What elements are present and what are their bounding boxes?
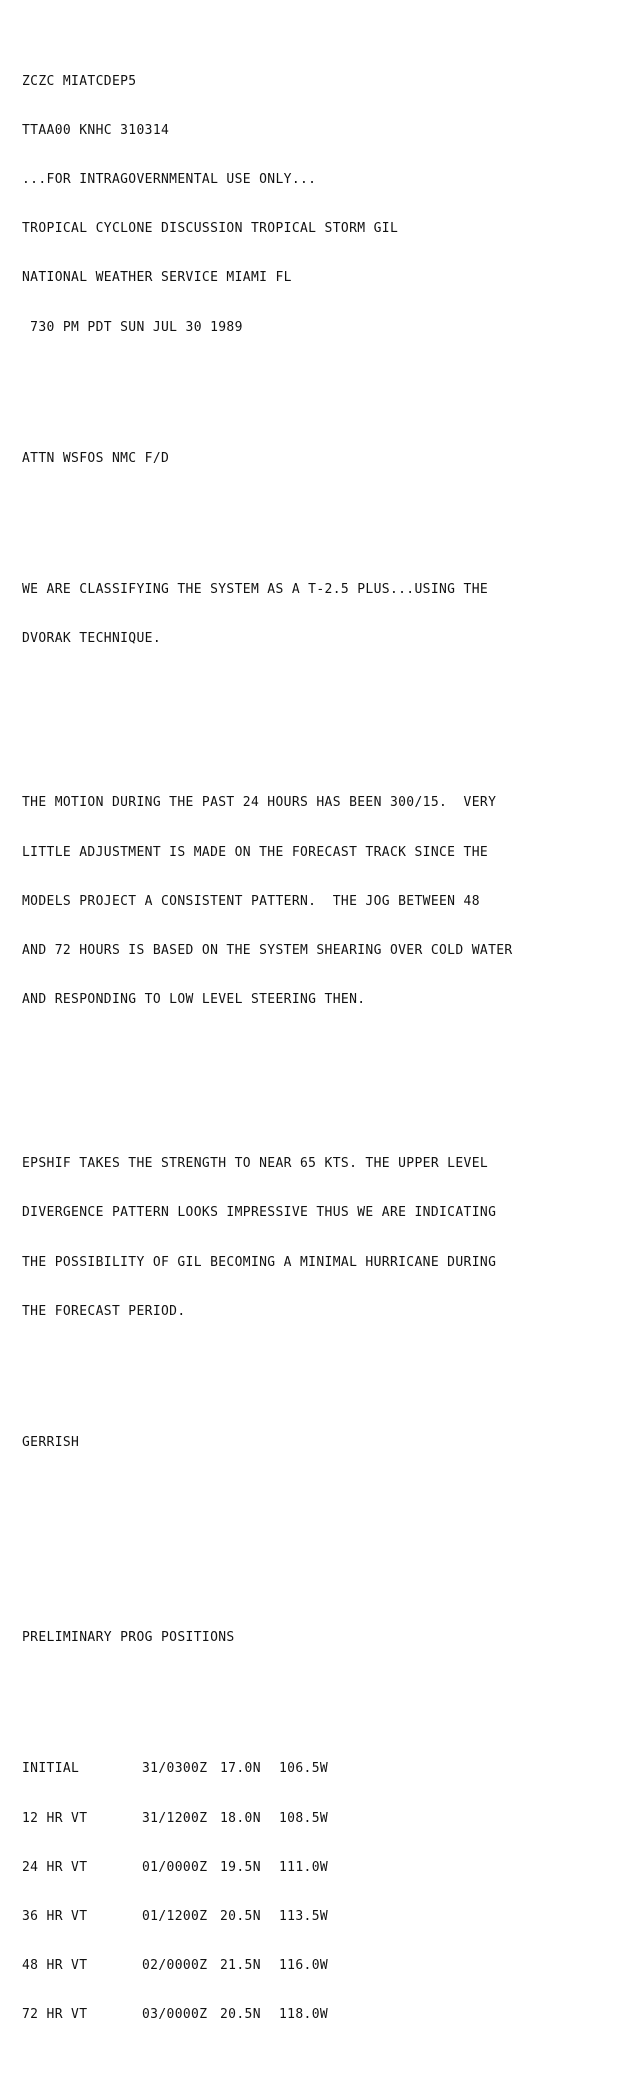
paragraph-strength	[22, 1123, 628, 1353]
paragraph-line: WE ARE CLASSIFYING THE SYSTEM AS A T-2.5 PLUS...USING THE	[22, 582, 489, 598]
table-row	[22, 2007, 628, 2023]
longitude-cell: 111.0W	[279, 1859, 329, 1875]
spacer	[22, 1581, 628, 1597]
table-row	[22, 1909, 628, 1925]
valid-time-cell: 03/0000Z	[142, 2007, 208, 2023]
spacer	[22, 1074, 628, 1090]
longitude-cell: 118.0W	[279, 2007, 329, 2023]
paragraph-line: THE MOTION DURING THE PAST 24 HOURS HAS BEEN 300/15. VERY	[22, 795, 497, 811]
spacer	[22, 500, 628, 516]
paragraph-motion	[22, 763, 628, 1042]
spacer	[22, 713, 628, 729]
forecast-hour-cell: 36 HR VT	[22, 1909, 88, 1925]
paragraph-line: EPSHIF TAKES THE STRENGTH TO NEAR 65 KTS. THE UPPER LEVEL	[22, 1156, 489, 1172]
valid-time-cell: 01/0000Z	[142, 1859, 208, 1875]
positions-title: PRELIMINARY PROG POSITIONS	[22, 1630, 235, 1646]
bulletin-header	[22, 41, 628, 369]
positions-table	[22, 1729, 628, 2057]
longitude-cell: 116.0W	[279, 1958, 329, 1974]
latitude-cell: 21.5N	[220, 1958, 261, 1974]
latitude-cell: 18.0N	[220, 1810, 261, 1826]
longitude-cell: 106.5W	[279, 1761, 329, 1777]
valid-time-cell: 31/0300Z	[142, 1761, 208, 1777]
latitude-cell: 20.5N	[220, 1909, 261, 1925]
paragraph-line: AND 72 HOURS IS BASED ON THE SYSTEM SHEARING OVER COLD WATER	[22, 942, 513, 958]
paragraph-line: DVORAK TECHNIQUE.	[22, 631, 162, 647]
paragraph-line: THE POSSIBILITY OF GIL BECOMING A MINIMAL HURRICANE DURING	[22, 1254, 497, 1270]
paragraph-line: AND RESPONDING TO LOW LEVEL STEERING THEN.	[22, 992, 366, 1008]
forecast-hour-cell: 24 HR VT	[22, 1859, 88, 1875]
latitude-cell: 17.0N	[220, 1761, 261, 1777]
table-row	[22, 1958, 628, 1974]
table-row	[22, 1860, 628, 1876]
longitude-cell: 108.5W	[279, 1810, 329, 1826]
paragraph-line: DIVERGENCE PATTERN LOOKS IMPRESSIVE THUS WE ARE INDICATING	[22, 1205, 497, 1221]
valid-time-cell: 02/0000Z	[142, 1958, 208, 1974]
spacer	[22, 1679, 628, 1695]
spacer	[22, 1484, 628, 1548]
paragraph-line: THE FORECAST PERIOD.	[22, 1303, 186, 1319]
valid-time-cell: 31/1200Z	[142, 1810, 208, 1826]
header-line: ...FOR INTRAGOVERNMENTAL USE ONLY...	[22, 172, 317, 188]
forecast-hour-cell: 72 HR VT	[22, 2007, 88, 2023]
forecast-discussion-document	[22, 8, 628, 2073]
paragraph-line: MODELS PROJECT A CONSISTENT PATTERN. THE JOG BETWEEN 48	[22, 893, 480, 909]
latitude-cell: 20.5N	[220, 2007, 261, 2023]
paragraph-line: LITTLE ADJUSTMENT IS MADE ON THE FORECAST TRACK SINCE THE	[22, 844, 489, 860]
header-line: NATIONAL WEATHER SERVICE MIAMI FL	[22, 270, 292, 286]
header-line: TTAA00 KNHC 310314	[22, 122, 170, 138]
spacer	[22, 1386, 628, 1402]
forecast-hour-cell: 12 HR VT	[22, 1810, 88, 1826]
attention-line: ATTN WSFOS NMC F/D	[22, 450, 170, 466]
valid-time-cell: 01/1200Z	[142, 1909, 208, 1925]
table-row	[22, 1811, 628, 1827]
paragraph-classification	[22, 549, 628, 680]
header-line: 730 PM PDT SUN JUL 30 1989	[22, 319, 243, 335]
header-line: TROPICAL CYCLONE DISCUSSION TROPICAL STORM GIL	[22, 221, 399, 237]
longitude-cell: 113.5W	[279, 1909, 329, 1925]
forecast-hour-cell: INITIAL	[22, 1761, 80, 1777]
forecast-hour-cell: 48 HR VT	[22, 1958, 88, 1974]
forecaster-signature: GERRISH	[22, 1434, 80, 1450]
spacer	[22, 402, 628, 418]
table-row	[22, 1761, 628, 1777]
header-line: ZCZC MIATCDEP5	[22, 73, 137, 89]
latitude-cell: 19.5N	[220, 1859, 261, 1875]
